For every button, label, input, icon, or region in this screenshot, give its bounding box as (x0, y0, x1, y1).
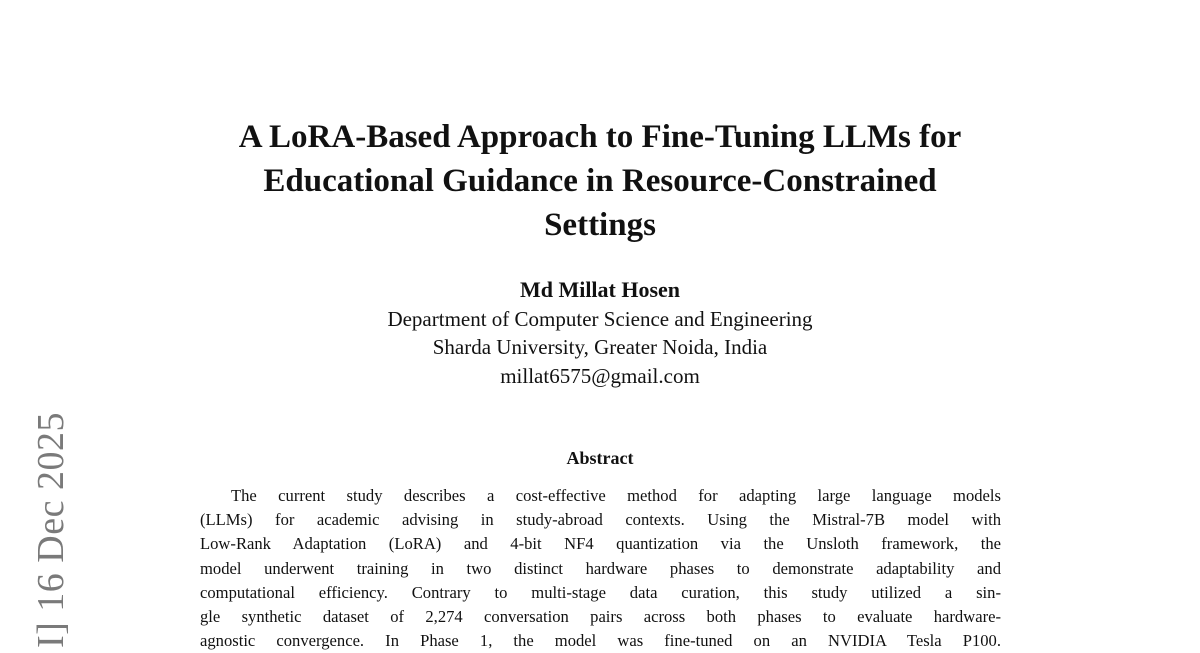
abstract-heading: Abstract (566, 448, 634, 468)
abstract-line-7: agnostic convergence. In Phase 1, the model was fine-tuned on an NVIDIA Tesla P100. (200, 631, 1001, 651)
author-block (300, 276, 900, 390)
abstract-line-3: Low-Rank Adaptation (LoRA) and 4-bit NF4 quantization via the Unsloth framework, the (200, 534, 1001, 554)
paper-title (150, 115, 1050, 247)
author-department: Department of Computer Science and Engineering (387, 306, 813, 331)
abstract-line-1: The current study describes a cost-effective method for adapting large language models (231, 486, 1001, 505)
author-name: Md Millat Hosen (519, 277, 681, 302)
abstract-line-5: computational efficiency. Contrary to multi-stage data curation, this study utilized a sin- (200, 582, 1001, 602)
abstract-line-4: model underwent training in two distinct hardware phases to demonstrate adaptability and (200, 558, 1001, 578)
abstract-line-2: (LLMs) for academic advising in study-abroad contexts. Using the Mistral-7B model with (200, 510, 1001, 530)
title-line-3: Settings (544, 207, 656, 243)
abstract-body (200, 484, 1001, 653)
title-line-2: Educational Guidance in Resource-Constrained (263, 163, 937, 199)
author-email: millat6575@gmail.com (500, 363, 700, 388)
abstract-line-6: gle synthetic dataset of 2,274 conversation pairs across both phases to evaluate hardware- (200, 606, 1001, 626)
arxiv-side-stamp: I] 16 Dec 2025 (30, 412, 72, 648)
author-institution: Sharda University, Greater Noida, India (432, 335, 768, 359)
title-line-1: A LoRA-Based Approach to Fine-Tuning LLMs for (238, 119, 962, 155)
